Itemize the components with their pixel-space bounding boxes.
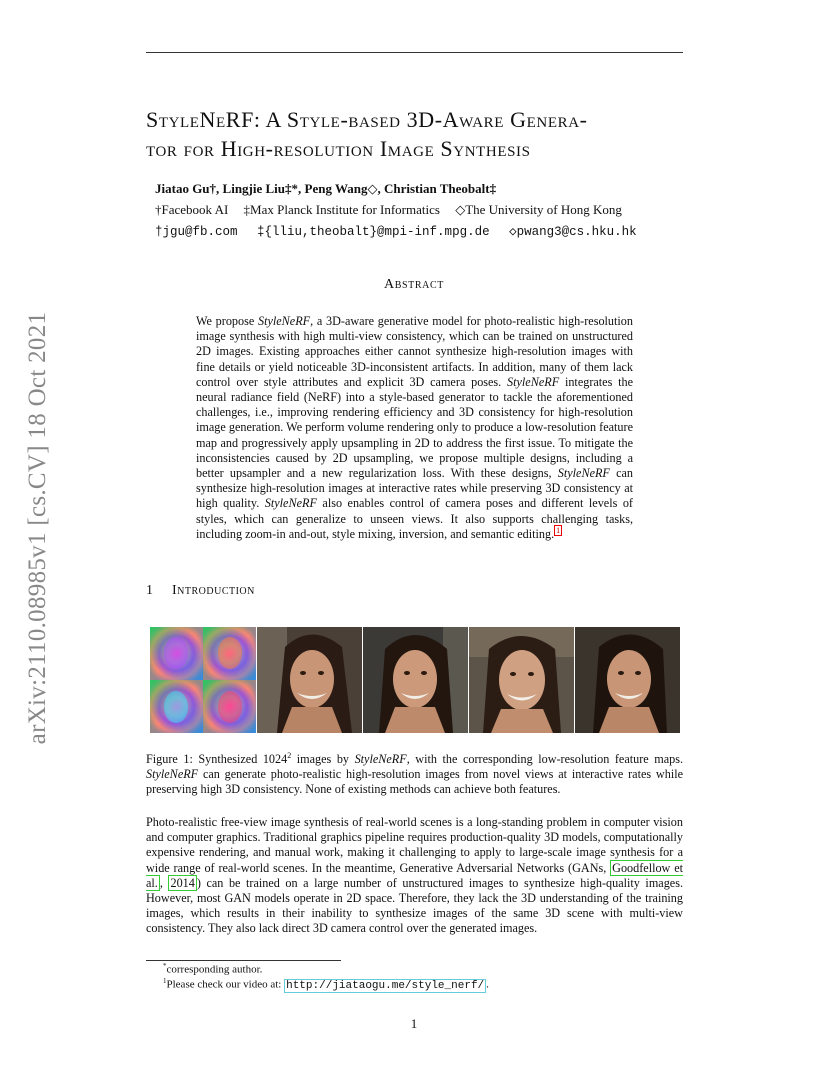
- stylenerf-name: StyleNeRF: [264, 496, 317, 511]
- email-mpi: ‡{lliu,theobalt}@mpi-inf.mpg.de: [257, 225, 490, 239]
- affiliation-hku: ◇The University of Hong Kong: [455, 202, 622, 217]
- title-line-2: tor for High-resolution Image Synthesis: [146, 136, 531, 161]
- video-url-link[interactable]: http://jiataogu.me/style_nerf/: [286, 979, 485, 992]
- affiliations: [155, 202, 622, 218]
- stylenerf-name: StyleNeRF: [257, 314, 311, 328]
- feature-map-bl: [150, 680, 203, 733]
- feature-map-tl: [150, 627, 203, 680]
- section-heading-introduction: [146, 583, 255, 599]
- title-line-1: StyleNeRF: A Style-based 3D-Aware Genera-: [146, 107, 588, 132]
- top-rule: [146, 52, 683, 53]
- affiliation-mpi: ‡Max Planck Institute for Informatics: [243, 202, 440, 217]
- footnote-1-link[interactable]: 1: [556, 525, 561, 535]
- footnote-corresponding: *corresponding author.: [163, 962, 263, 976]
- citation-goodfellow[interactable]: Goodfellow et al.: [146, 860, 684, 890]
- stylenerf-name: StyleNeRF: [507, 374, 560, 389]
- abstract-heading: Abstract: [384, 277, 444, 292]
- author-list: Jiatao Gu†, Lingjie Liu‡*, Peng Wang◇, Christian Theobalt‡: [155, 181, 497, 196]
- feature-map-tr: [203, 627, 256, 680]
- footnote-rule: [146, 960, 341, 961]
- feature-map-grid: [150, 627, 256, 733]
- synthesized-face-4: [575, 627, 680, 733]
- citation-year-2014[interactable]: 2014: [170, 875, 195, 890]
- figure-1-caption: Figure 1: Synthesized 1024$^2$ images by StyleNeRF, with the corresponding low-resolution feature maps. StyleNeRF can generate photo-realistic high-resolution images from novel views at interactive rates while preserving high 3D consistency. None of existing methods can achieve both features.: [146, 751, 683, 797]
- feature-map-br: [203, 680, 256, 733]
- figure-1: [150, 627, 680, 733]
- affiliation-facebook: †Facebook AI: [155, 202, 229, 217]
- email-wang: ◇pwang3@cs.hku.hk: [509, 225, 637, 239]
- synthesized-face-3: [469, 627, 574, 733]
- intro-paragraph: Photo-realistic free-view image synthesis of real-world scenes is a long-standing problem in computer vision and computer graphics. Traditional graphics pipeline requires production-quality 3D models, computationally expensive rendering, and manual work, making it challenging to apply to large-scale image synthesis for a wide range of real-world scenes. In the meantime, Generative Adversarial Networks (GANs, Goodfellow et al. , 2014 ) can be trained on a large number of unstructured images to synthesize high-quality images. However, most GAN models operate in 2D space. Therefore, they lack the 3D understanding of the training images, which results in their inability to synthesize images of the same 3D scene with multi-view consistency. They also lack direct 3D camera control over the generated images.: [146, 815, 684, 936]
- section-title: Introduction: [172, 583, 255, 598]
- synthesized-face-2: [363, 627, 468, 733]
- footnote-video: $^1$Please check our video at: http://jiataogu.me/style_nerf/ .: [163, 977, 489, 992]
- paper-title: [146, 105, 706, 163]
- abstract-body: We propose StyleNeRF, a 3D-aware generative model for photo-realistic high-resolution image synthesis with high multi-view consistency, which can be trained on unstructured 2D images. Existing approaches either cannot synthesize high-resolution images with fine details or yield noticeable 3D-inconsistent artifacts. In addition, many of them lack control over style attributes and explicit 3D camera poses. StyleNeRF integrates the neural radiance field (NeRF) into a style-based generator to tackle the aforementioned challenges, i.e., improving rendering efficiency and 3D consistency for high-resolution image generation. We perform volume rendering only to produce a low-resolution feature map and progressively apply upsampling in 2D to address the first issue. To mitigate the inconsistencies caused by 2D upsampling, we propose multiple designs, including a better upsampler and a new regularization loss. With these designs, StyleNeRF can synthesize high-resolution images at interactive rates while preserving 3D consistency at high quality. StyleNeRF also enables control of camera poses and different levels of styles, which can generalize to unseen views. It also supports challenging tasks, including zoom-in and-out, style mixing, inversion, and semantic editing. $^1$: [196, 314, 634, 541]
- page-number: 1: [410, 1016, 418, 1031]
- arxiv-identifier[interactable]: arXiv:2110.08985v1 [cs.CV] 18 Oct 2021: [24, 311, 51, 745]
- section-number: 1: [146, 583, 154, 598]
- stylenerf-name: StyleNeRF: [557, 466, 610, 481]
- author-emails: [155, 223, 637, 239]
- synthesized-face-1: [257, 627, 362, 733]
- stylenerf-name: StyleNeRF: [146, 767, 199, 782]
- email-gu: †jgu@fb.com: [155, 225, 238, 239]
- stylenerf-name: StyleNeRF: [354, 752, 407, 767]
